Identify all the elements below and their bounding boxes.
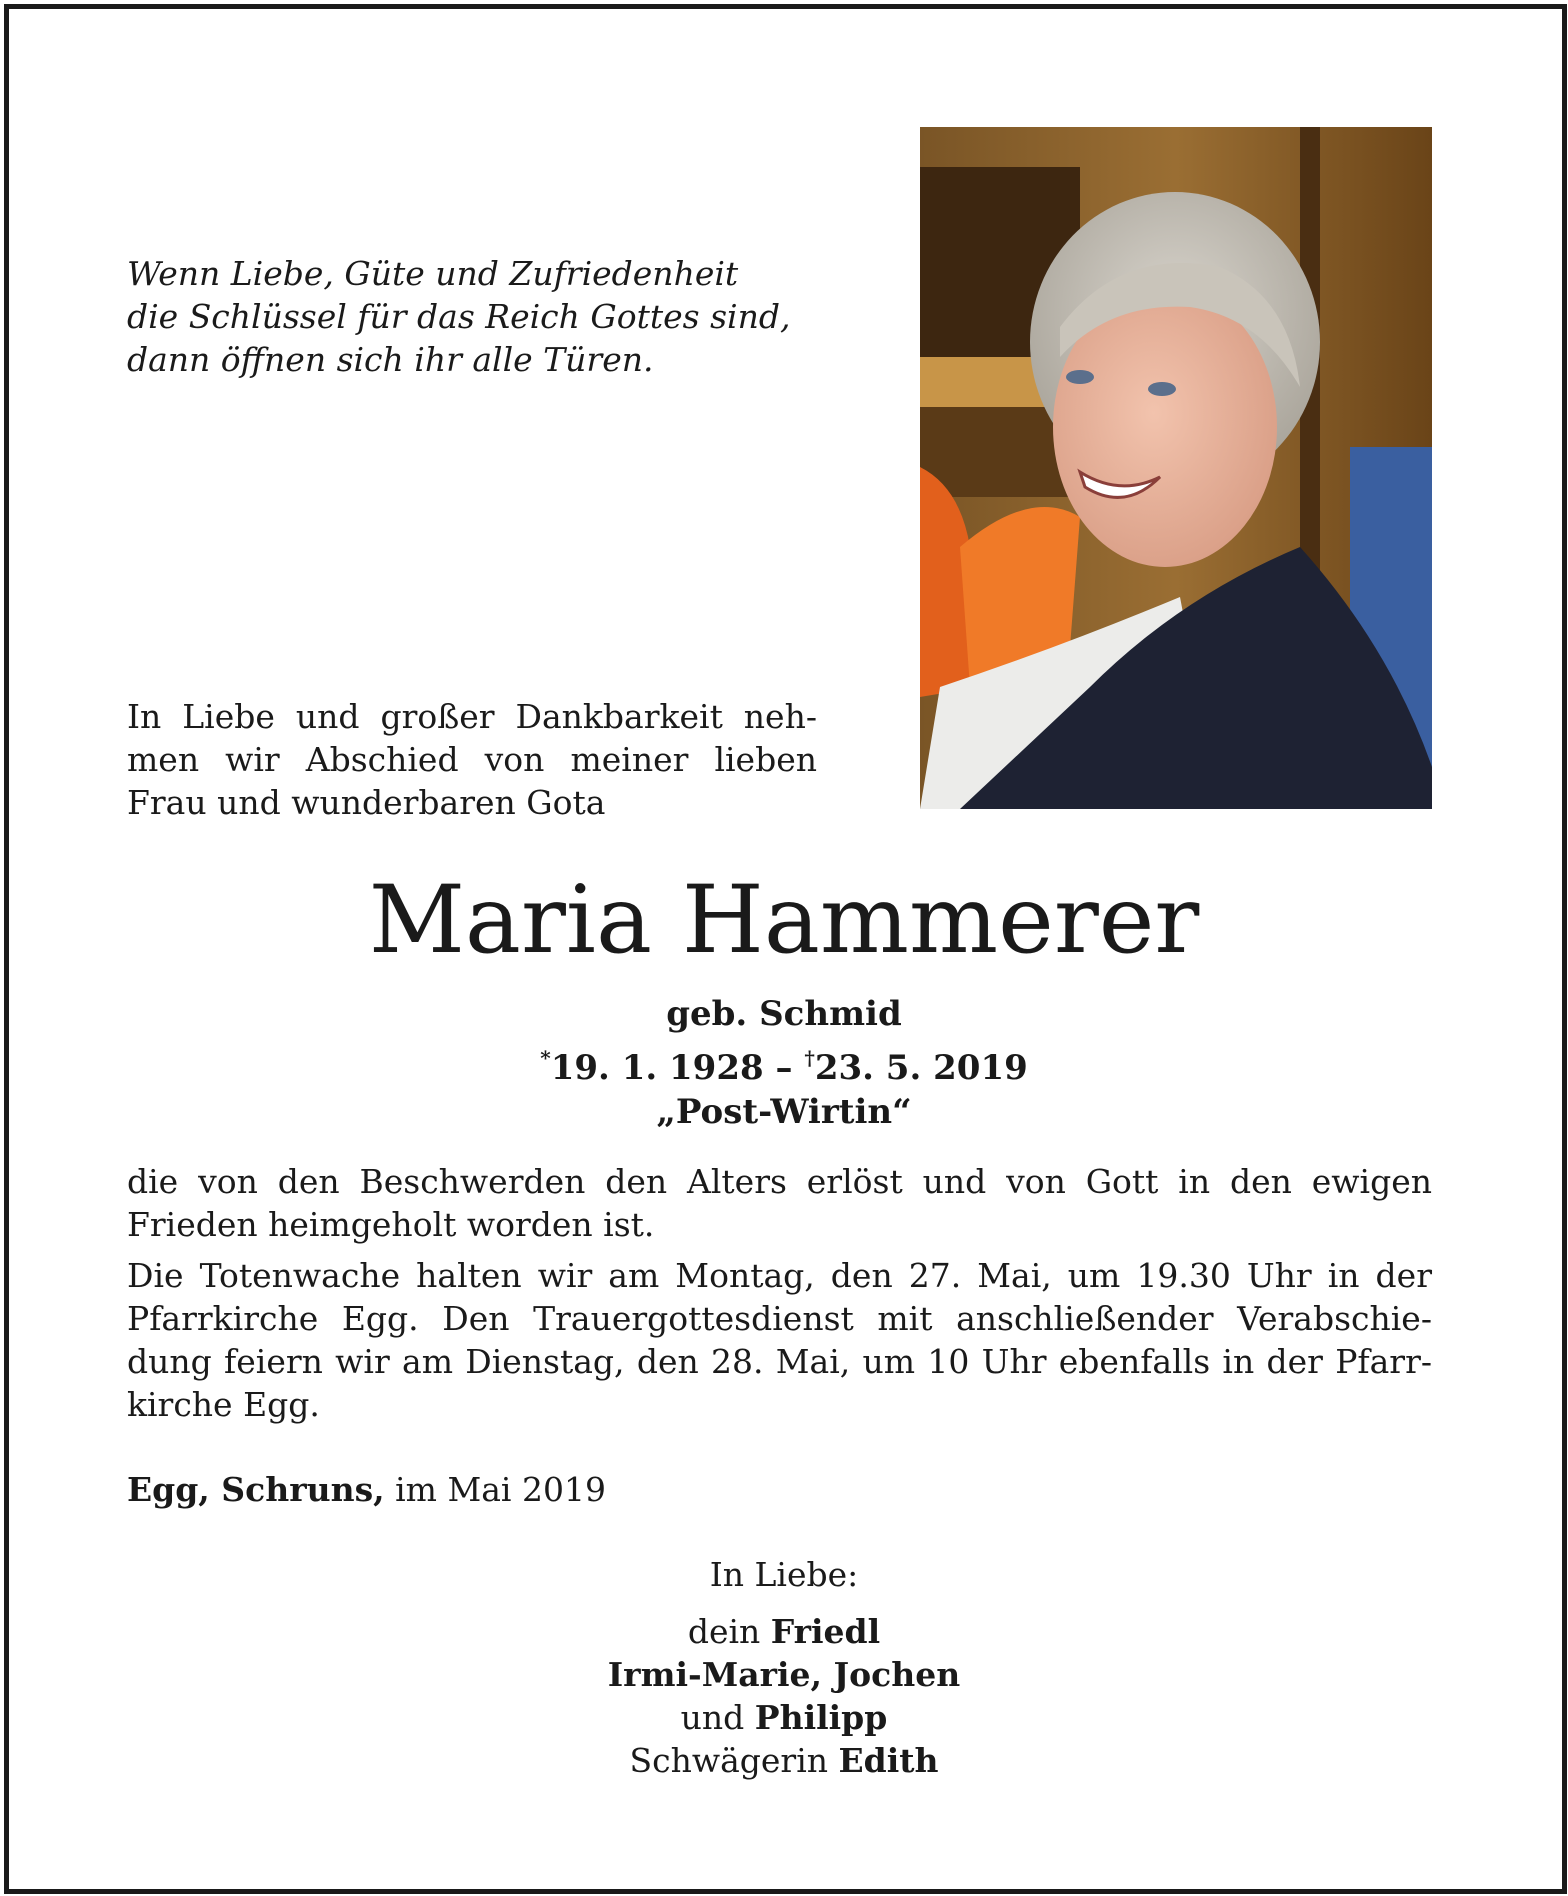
- maiden-name: geb. Schmid: [666, 994, 902, 1034]
- body-line: die von den Beschwerden den Alters erlöst und von Gott in den ewigen: [127, 1162, 1432, 1201]
- signature-line: [0, 1739, 1568, 1782]
- announcement-body: [127, 1160, 1432, 1426]
- intro-line: men wir Abschied von meiner lieben: [127, 740, 817, 779]
- signature-block: [0, 1553, 1568, 1782]
- signature-line: [0, 1696, 1568, 1739]
- death-date: 23. 5. 2019: [814, 1048, 1028, 1088]
- signature-name: Friedl: [770, 1612, 881, 1651]
- place-names: Egg, Schruns,: [127, 1470, 385, 1509]
- signature-prefix: und: [680, 1698, 755, 1737]
- signature-name: Edith: [838, 1741, 939, 1780]
- deceased-name: Maria Hammerer: [368, 866, 1200, 975]
- life-dates: [0, 1036, 1568, 1090]
- quote-block: [127, 252, 847, 381]
- body-line: Frieden heimgeholt worden ist.: [127, 1205, 655, 1244]
- portrait-image: [920, 127, 1432, 809]
- quote-line: die Schlüssel für das Reich Gottes sind,: [127, 297, 791, 336]
- date-dash: –: [763, 1048, 805, 1088]
- birth-symbol: *: [540, 1046, 551, 1070]
- place-date: [127, 1468, 927, 1511]
- intro-text: [127, 695, 817, 824]
- quote-line: dann öffnen sich ihr alle Türen.: [127, 340, 654, 379]
- nickname: „Post-Wirtin“: [656, 1092, 912, 1132]
- signature-prefix: dein: [687, 1612, 771, 1651]
- signature-prefix: Schwägerin: [629, 1741, 839, 1780]
- death-symbol: †: [804, 1046, 815, 1070]
- signature-name: Philipp: [754, 1698, 888, 1737]
- deceased-details: [0, 992, 1568, 1134]
- signature-heading: In Liebe:: [709, 1555, 859, 1594]
- body-line: dung feiern wir am Dienstag, den 28. Mai, um 10 Uhr ebenfalls in der Pfarr-: [127, 1342, 1432, 1381]
- intro-line: Frau und wunderbaren Gota: [127, 783, 606, 822]
- birth-date: 19. 1. 1928: [550, 1048, 764, 1088]
- intro-line: In Liebe und großer Dankbarkeit neh-: [127, 697, 817, 736]
- signature-line: [0, 1610, 1568, 1653]
- date-text: im Mai 2019: [384, 1470, 606, 1509]
- signature-line: Irmi-Marie, Jochen: [607, 1655, 961, 1694]
- body-line: Pfarrkirche Egg. Den Trauergottesdienst mit anschließender Verabschie-: [127, 1299, 1432, 1338]
- portrait-photo: [920, 127, 1432, 809]
- body-line: kirche Egg.: [127, 1385, 320, 1424]
- quote-line: Wenn Liebe, Güte und Zufriedenheit: [127, 254, 739, 293]
- body-line: Die Totenwache halten wir am Montag, den 27. Mai, um 19.30 Uhr in der: [127, 1256, 1432, 1295]
